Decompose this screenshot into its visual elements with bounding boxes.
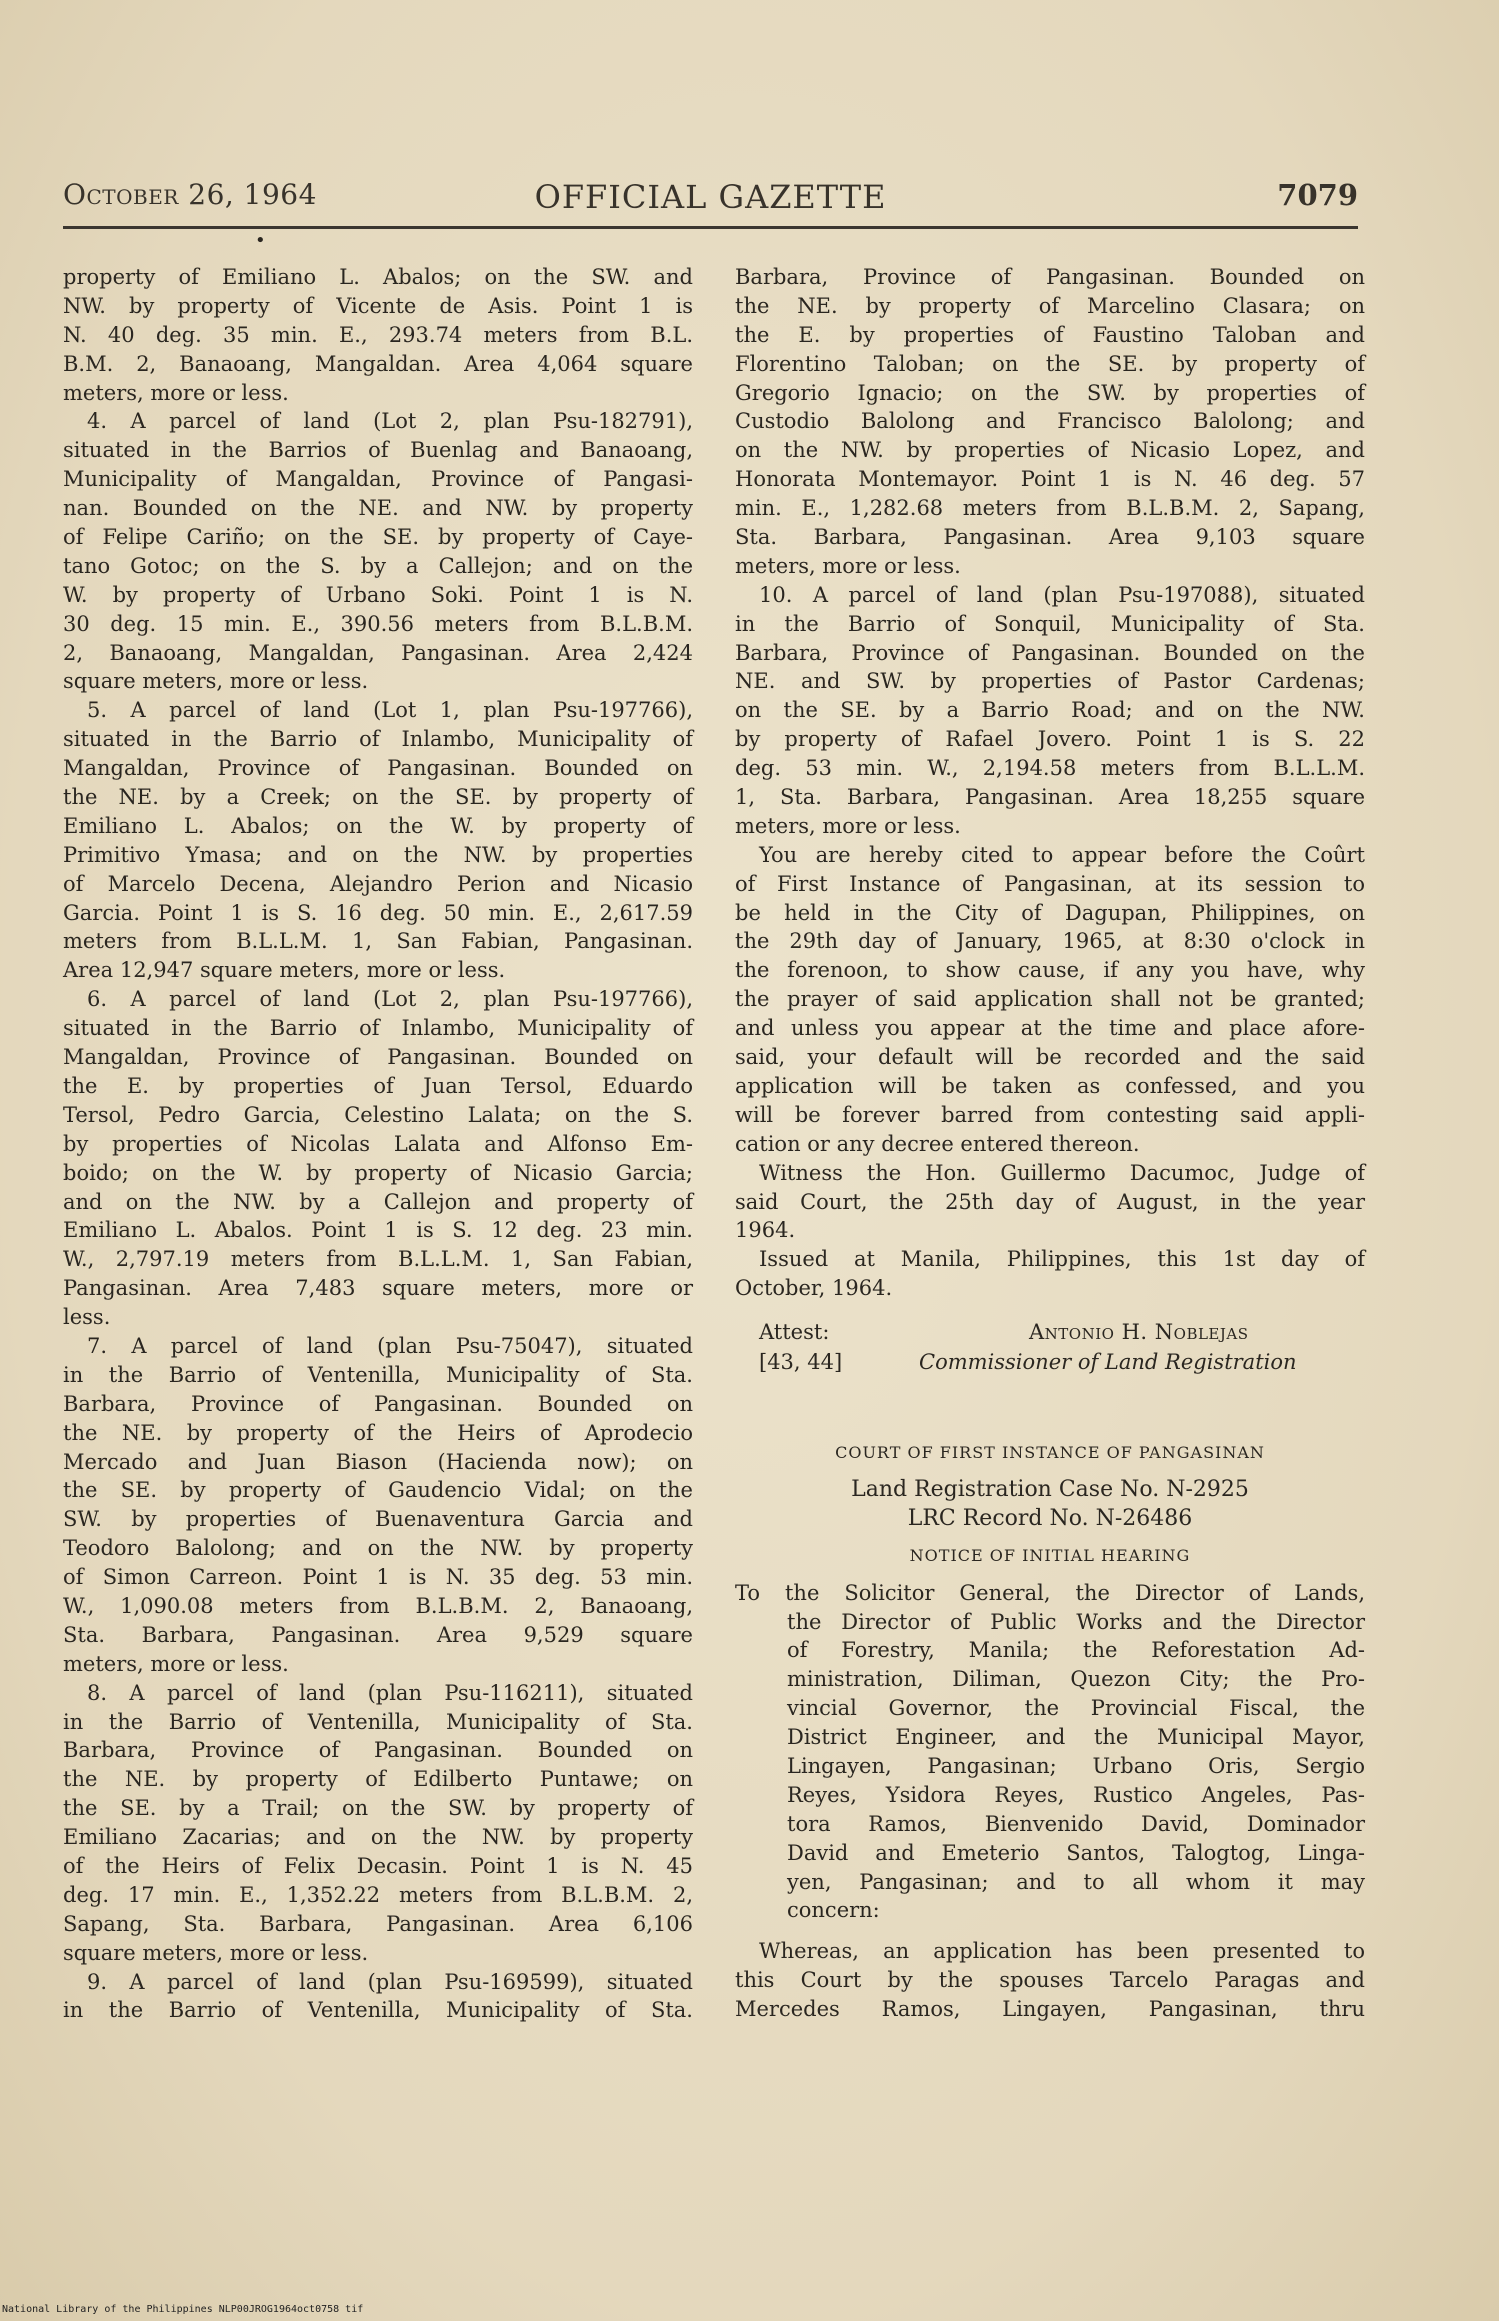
text-line: Mangaldan, Province of Pangasinan. Bounded on [63,1045,693,1070]
addressee-line: Lingayen, Pangasinan; Urbano Oris, Sergio [787,1753,1365,1778]
text-line: Issued at Manila, Philippines, this 1st day of [759,1247,1365,1272]
text-line: W. by property of Urbano Soki. Point 1 is N. [63,582,693,607]
text-line: meters, more or less. [735,553,961,578]
text-line: of Felipe Cariño; on the SE. by property of Caye- [63,525,693,550]
text-line: 30 deg. 15 min. E., 390.56 meters from B.L.B.M. [63,611,693,636]
text-line: cation or any decree entered thereon. [735,1131,1140,1156]
text-line: the NE. by property of Marcelino Clasara; on [735,293,1365,318]
text-line: Honorata Montemayor. Point 1 is N. 46 deg. 57 [735,467,1365,492]
attest-label: Attest: [759,1320,830,1345]
text-line: B.M. 2, Banaoang, Mangaldan. Area 4,064 square [63,351,693,376]
text-line: application will be taken as confessed, and you [735,1073,1365,1098]
text-line: Pangasinan. Area 7,483 square meters, more or [63,1276,693,1301]
notice-heading: NOTICE OF INITIAL HEARING [909,1545,1191,1565]
text-line: NE. and SW. by properties of Pastor Cardenas; [735,669,1365,694]
text-line: NW. by property of Vicente de Asis. Point 1 is [63,293,693,318]
text-line: meters, more or less. [63,1651,289,1676]
notice-addressees [735,1579,1365,1926]
text-line: 5. A parcel of land (Lot 1, plan Psu-197766), [87,698,693,723]
notice-whereas [735,1937,1365,2024]
text-line: Barbara, Province of Pangasinan. Bounded on [735,265,1365,289]
text-line: in the Barrio of Ventenilla, Municipality of Sta. [63,1709,693,1734]
addressee-line: tora Ramos, Bienvenido David, Dominador [787,1811,1365,1836]
scan-footer: National Library of the Philippines NLP00JROG1964oct0758 tif [2,2304,364,2315]
text-line: min. E., 1,282.68 meters from B.L.B.M. 2, Sapang, [735,496,1365,521]
addressee-line: the Director of Public Works and the Director [787,1609,1365,1634]
text-line: this Court by the spouses Tarcelo Paragas and [735,1968,1365,1993]
text-line: the NE. by a Creek; on the SE. by property of [63,785,693,810]
text-line: Area 12,947 square meters, more or less. [63,958,506,983]
right-column [735,263,1365,2024]
attest-signatory: Antonio H. Noblejas [1029,1320,1249,1345]
text-line: Mercado and Juan Biason (Hacienda now); on [63,1449,693,1474]
text-line: Emiliano L. Abalos. Point 1 is S. 12 deg. 23 min. [63,1218,693,1243]
header-title: OFFICIAL GAZETTE [534,178,887,216]
text-line: Florentino Taloban; on the SE. by property of [735,351,1365,376]
text-line: of First Instance of Pangasinan, at its session to [735,871,1365,896]
text-line: Gregorio Ignacio; on the SW. by properties of [735,380,1365,405]
text-line: will be forever barred from contesting said appli- [735,1102,1365,1127]
header-date: October 26, 1964 [63,178,317,211]
text-line: the E. by properties of Juan Tersol, Eduardo [63,1073,693,1098]
print-mark: • [255,230,266,251]
text-line: Whereas, an application has been presented to [759,1939,1365,1964]
text-line: and unless you appear at the time and place afore- [735,1016,1365,1041]
addressee-line: ministration, Diliman, Quezon City; the Pro- [787,1667,1365,1692]
text-line: in the Barrio of Ventenilla, Municipality of Sta. [63,1362,693,1387]
addressee-line: Reyes, Ysidora Reyes, Rustico Angeles, Pas- [787,1782,1365,1807]
text-line: boido; on the W. by property of Nicasio Garcia; [63,1160,693,1185]
text-line: the 29th day of January, 1965, at 8:30 o'clock in [735,929,1365,954]
case-number: Land Registration Case No. N-2925 [851,1476,1249,1502]
text-line: meters, more or less. [63,380,289,405]
addressee-line: To the Solicitor General, the Director of Lands, [735,1580,1365,1605]
addressee-line: yen, Pangasinan; and to all whom it may [787,1869,1365,1894]
text-line: Tersol, Pedro Garcia, Celestino Lalata; on the S. [63,1102,693,1127]
attest-ref: [43, 44] [759,1350,843,1375]
text-line: Barbara, Province of Pangasinan. Bounded on [63,1391,693,1416]
text-line: 4. A parcel of land (Lot 2, plan Psu-182791), [87,409,693,434]
text-line: of Marcelo Decena, Alejandro Perion and Nicasio [63,871,693,896]
text-line: square meters, more or less. [63,669,369,694]
attest-role: Commissioner of Land Registration [919,1350,1297,1375]
addressee-line: David and Emeterio Santos, Talogtog, Linga- [787,1840,1365,1865]
right-column-text [735,263,1365,1303]
attest-row-1 [735,1317,1365,1347]
addressee-line: concern: [787,1898,880,1923]
text-line: October, 1964. [735,1276,893,1301]
text-line: Barbara, Province of Pangasinan. Bounded on [63,1738,693,1763]
text-line: 8. A parcel of land (plan Psu-116211), situated [87,1680,693,1705]
text-line: Emiliano Zacarias; and on the NW. by property [63,1825,693,1850]
text-line: situated in the Barrio of Inlambo, Municipality of [63,727,693,752]
text-line: Teodoro Balolong; and on the NW. by property [63,1536,693,1561]
text-line: on the NW. by properties of Nicasio Lopez, and [735,438,1365,463]
text-line: by properties of Nicolas Lalata and Alfonso Em- [63,1131,693,1156]
text-line: square meters, more or less. [63,1940,369,1965]
text-line: property of Emiliano L. Abalos; on the SW. and [63,265,693,289]
text-line: the SE. by a Trail; on the SW. by property of [63,1796,693,1821]
text-line: the SE. by property of Gaudencio Vidal; on the [63,1478,693,1503]
text-line: be held in the City of Dagupan, Philippines, on [735,900,1365,925]
text-line: 2, Banaoang, Mangaldan, Pangasinan. Area 2,424 [63,640,693,665]
text-line: deg. 53 min. W., 2,194.58 meters from B.L.L.M. [735,756,1365,781]
text-line: of Simon Carreon. Point 1 is N. 35 deg. 53 min. [63,1565,693,1590]
text-line: W., 1,090.08 meters from B.L.B.M. 2, Banaoang, [63,1593,693,1618]
text-line: Garcia. Point 1 is S. 16 deg. 50 min. E., 2,617.59 [63,900,693,925]
text-line: Primitivo Ymasa; and on the NW. by properties [63,842,693,867]
text-line: the E. by properties of Faustino Taloban and [735,322,1365,347]
text-line: You are hereby cited to appear before the Coûrt [759,842,1365,867]
text-line: the forenoon, to show cause, if any you have, why [735,958,1365,983]
header-rule [63,226,1358,229]
text-line: and on the NW. by a Callejon and property of [63,1189,693,1214]
text-line: 9. A parcel of land (plan Psu-169599), situated [87,1969,693,1994]
text-line: on the SE. by a Barrio Road; and on the NW. [735,698,1365,723]
text-line: Mercedes Ramos, Lingayen, Pangasinan, thru [735,1997,1365,2022]
text-line: Sapang, Sta. Barbara, Pangasinan. Area 6,106 [63,1911,693,1936]
record-number: LRC Record No. N-26486 [907,1505,1193,1531]
text-line: SW. by properties of Buenaventura Garcia and [63,1507,693,1532]
text-line: the NE. by property of the Heirs of Aprodecio [63,1420,693,1445]
text-line: meters, more or less. [735,813,961,838]
addressee-line: of Forestry, Manila; the Reforestation Ad- [787,1638,1365,1663]
text-line: 6. A parcel of land (Lot 2, plan Psu-197766), [87,987,693,1012]
addressee-line: District Engineer, and the Municipal Mayor, [787,1725,1365,1750]
text-line: said, your default will be recorded and the said [735,1045,1365,1070]
text-line: of the Heirs of Felix Decasin. Point 1 is N. 45 [63,1853,693,1878]
text-line: said Court, the 25th day of August, in the year [735,1189,1365,1214]
text-line: Emiliano L. Abalos; on the W. by property of [63,813,693,838]
court-heading: COURT OF FIRST INSTANCE OF PANGASINAN [835,1443,1265,1463]
text-line: the prayer of said application shall not be granted; [735,987,1365,1012]
text-line: situated in the Barrio of Inlambo, Municipality of [63,1016,693,1041]
text-line: N. 40 deg. 35 min. E., 293.74 meters from B.L. [63,322,693,347]
text-line: Municipality of Mangaldan, Province of Pangasi- [63,467,693,492]
text-line: nan. Bounded on the NE. and NW. by property [63,496,693,521]
text-line: 7. A parcel of land (plan Psu-75047), situated [87,1333,693,1358]
text-line: less. [63,1305,111,1330]
text-line: by property of Rafael Jovero. Point 1 is S. 22 [735,727,1365,752]
text-line: Mangaldan, Province of Pangasinan. Bounded on [63,756,693,781]
attest-row-2 [735,1347,1365,1377]
text-line: Witness the Hon. Guillermo Dacumoc, Judge of [759,1160,1365,1185]
left-column [63,263,693,2025]
page-header [63,178,1358,218]
addressee-line: vincial Governor, the Provincial Fiscal, the [787,1696,1365,1721]
text-line: situated in the Barrios of Buenlag and Banaoang, [63,438,693,463]
text-line: the NE. by property of Edilberto Puntawe; on [63,1767,693,1792]
text-line: Barbara, Province of Pangasinan. Bounded on the [735,640,1365,665]
text-line: Sta. Barbara, Pangasinan. Area 9,103 square [735,525,1365,550]
text-line: Custodio Balolong and Francisco Balolong; and [735,409,1365,434]
header-page-number: 7079 [1277,178,1358,212]
text-line: 1964. [735,1218,796,1243]
text-line: 10. A parcel of land (plan Psu-197088), situated [759,582,1365,607]
text-line: 1, Sta. Barbara, Pangasinan. Area 18,255 square [735,785,1365,810]
text-line: Sta. Barbara, Pangasinan. Area 9,529 square [63,1622,693,1647]
text-line: in the Barrio of Sonquil, Municipality of Sta. [735,611,1365,636]
text-line: tano Gotoc; on the S. by a Callejon; and on the [63,553,693,578]
text-line: W., 2,797.19 meters from B.L.L.M. 1, San Fabian, [63,1247,693,1272]
text-line: deg. 17 min. E., 1,352.22 meters from B.L.B.M. 2, [63,1882,693,1907]
text-line: meters from B.L.L.M. 1, San Fabian, Pangasinan. [63,929,693,954]
text-line: in the Barrio of Ventenilla, Municipality of Sta. [63,1998,693,2023]
